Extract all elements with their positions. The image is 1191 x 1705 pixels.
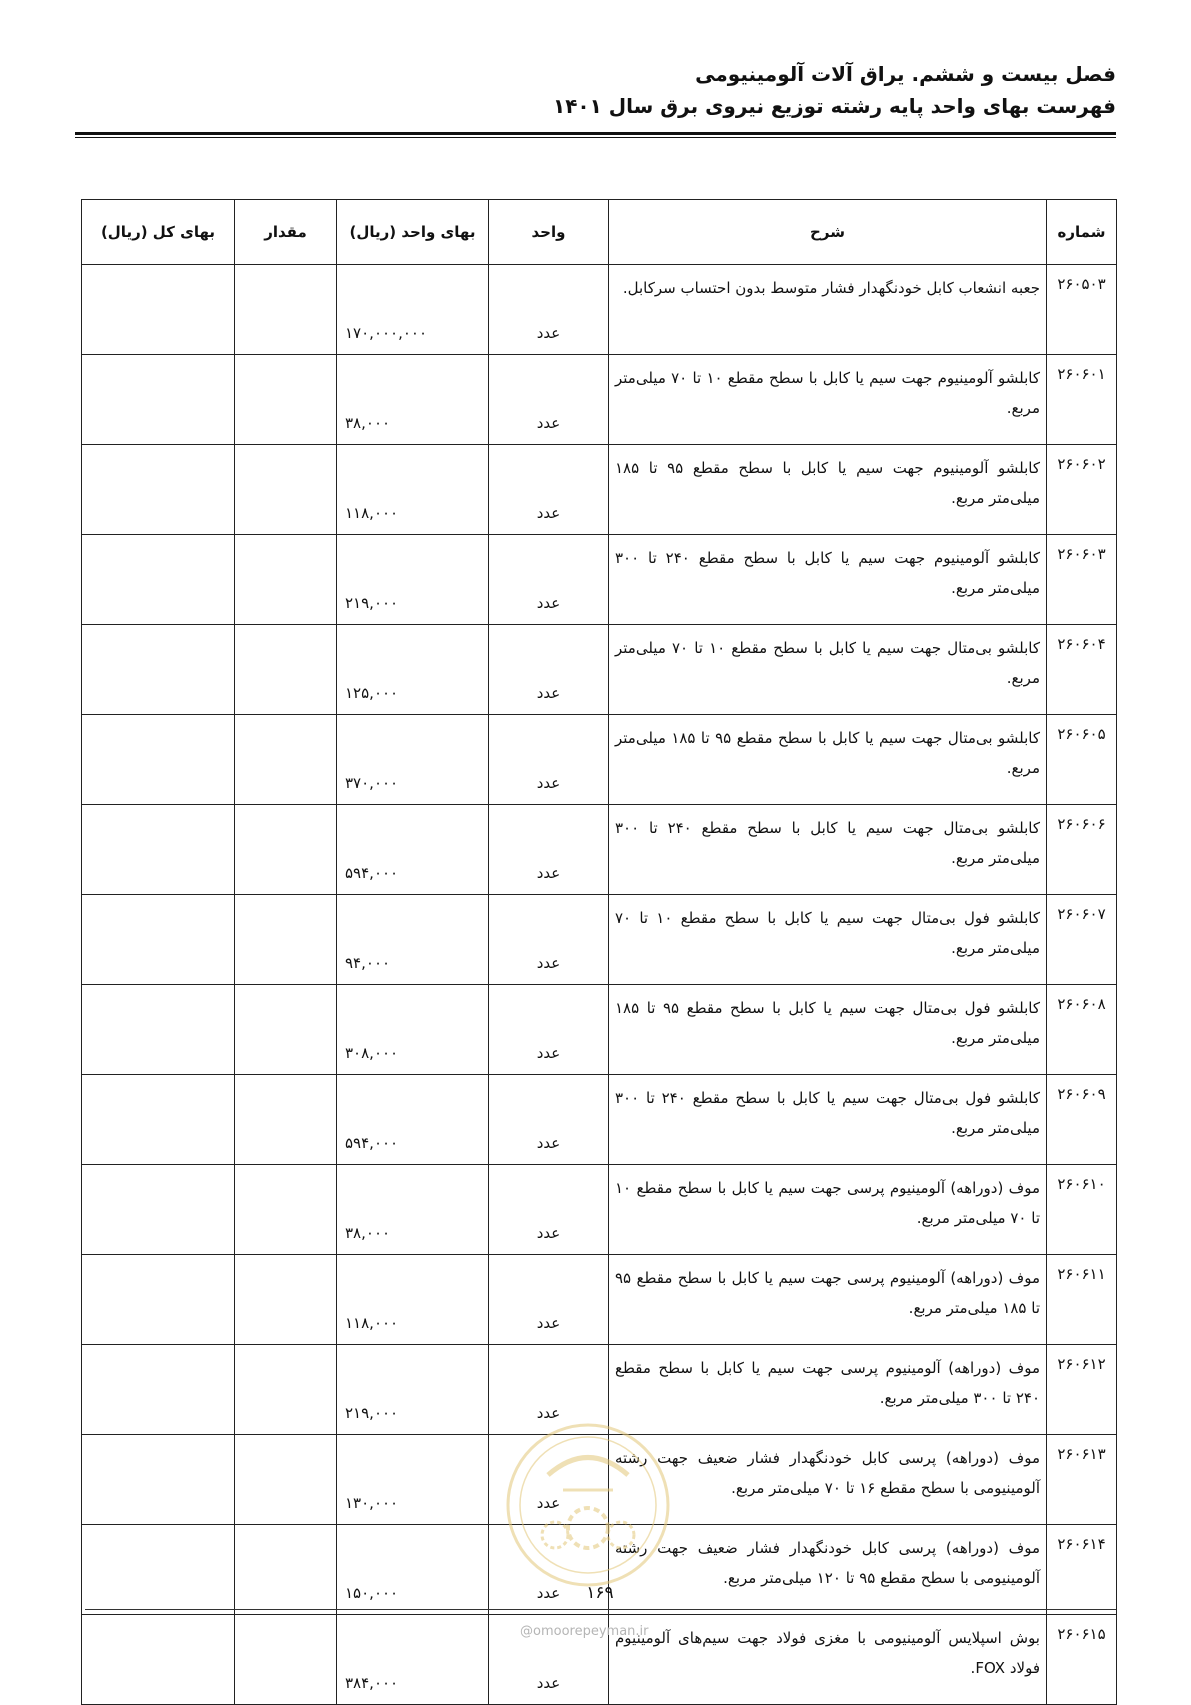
- item-quantity: [235, 985, 337, 1075]
- item-code: ۲۶۰۶۰۷: [1047, 895, 1117, 985]
- item-total: [82, 625, 235, 715]
- item-unit: عدد: [489, 895, 609, 985]
- chapter-title: فصل بیست و ششم. یراق آلات آلومینیومی: [695, 62, 1116, 86]
- item-unit: عدد: [489, 1075, 609, 1165]
- item-code: ۲۶۰۶۰۶: [1047, 805, 1117, 895]
- item-total: [82, 355, 235, 445]
- item-unit: عدد: [489, 1165, 609, 1255]
- site-url: @omoorepeyman.ir: [520, 1624, 649, 1639]
- item-code: ۲۶۰۶۰۴: [1047, 625, 1117, 715]
- item-description: بوش اسپلایس آلومینیومی با مغزی فولاد جهت سیم‌های آلومینیوم فولاد FOX.: [609, 1615, 1047, 1705]
- item-quantity: [235, 625, 337, 715]
- item-code: ۲۶۰۶۱۲: [1047, 1345, 1117, 1435]
- item-unit: عدد: [489, 445, 609, 535]
- item-unit-price: ۱۳۰,۰۰۰: [337, 1435, 489, 1525]
- item-unit-price: ۹۴,۰۰۰: [337, 895, 489, 985]
- item-quantity: [235, 1075, 337, 1165]
- item-description: کابلشو آلومینیوم جهت سیم یا کابل با سطح مقطع ۲۴۰ تا ۳۰۰ میلی‌متر مربع.: [609, 535, 1047, 625]
- item-code: ۲۶۰۶۱۴: [1047, 1525, 1117, 1615]
- item-description: کابلشو فول بی‌متال جهت سیم یا کابل با سطح مقطع ۱۰ تا ۷۰ میلی‌متر مربع.: [609, 895, 1047, 985]
- header-rule-thick: [75, 132, 1116, 135]
- item-total: [82, 445, 235, 535]
- col-header-unit-price: بهای واحد (ریال): [337, 200, 489, 265]
- item-code: ۲۶۰۶۰۳: [1047, 535, 1117, 625]
- item-unit: عدد: [489, 265, 609, 355]
- stamp-watermark-icon: [503, 1420, 673, 1590]
- item-total: [82, 1345, 235, 1435]
- item-total: [82, 265, 235, 355]
- item-description: جعبه انشعاب کابل خودنگهدار فشار متوسط بدون احتساب سرکابل.: [609, 265, 1047, 355]
- item-unit-price: ۱۵۰,۰۰۰: [337, 1525, 489, 1615]
- item-quantity: [235, 1255, 337, 1345]
- item-code: ۲۶۰۶۰۹: [1047, 1075, 1117, 1165]
- item-code: ۲۶۰۶۰۸: [1047, 985, 1117, 1075]
- item-description: کابلشو آلومینیوم جهت سیم یا کابل با سطح مقطع ۹۵ تا ۱۸۵ میلی‌متر مربع.: [609, 445, 1047, 535]
- table-row: [82, 265, 1117, 355]
- item-code: ۲۶۰۶۱۳: [1047, 1435, 1117, 1525]
- item-unit-price: ۱۱۸,۰۰۰: [337, 1255, 489, 1345]
- item-total: [82, 1435, 235, 1525]
- item-code: ۲۶۰۶۱۱: [1047, 1255, 1117, 1345]
- item-code: ۲۶۰۶۰۵: [1047, 715, 1117, 805]
- item-unit: عدد: [489, 625, 609, 715]
- table-row: [82, 805, 1117, 895]
- item-unit: عدد: [489, 1435, 609, 1525]
- table-row: [82, 1255, 1117, 1345]
- col-header-code: شماره: [1047, 200, 1117, 265]
- item-description: کابلشو بی‌متال جهت سیم یا کابل با سطح مقطع ۱۰ تا ۷۰ میلی‌متر مربع.: [609, 625, 1047, 715]
- item-description: موف (دوراهه) پرسی کابل خودنگهدار فشار ضعیف جهت رشته آلومینیومی با سطح مقطع ۱۶ تا ۷۰ میلی‌متر مربع.: [609, 1435, 1047, 1525]
- item-code: ۲۶۰۵۰۳: [1047, 265, 1117, 355]
- item-code: ۲۶۰۶۱۵: [1047, 1615, 1117, 1705]
- item-total: [82, 715, 235, 805]
- table-row: [82, 985, 1117, 1075]
- item-description: موف (دوراهه) آلومینیوم پرسی جهت سیم یا کابل با سطح مقطع ۹۵ تا ۱۸۵ میلی‌متر مربع.: [609, 1255, 1047, 1345]
- col-header-total-price: بهای کل (ریال): [82, 200, 235, 265]
- item-total: [82, 985, 235, 1075]
- item-description: کابلشو آلومینیوم جهت سیم یا کابل با سطح مقطع ۱۰ تا ۷۰ میلی‌متر مربع.: [609, 355, 1047, 445]
- col-header-unit: واحد: [489, 200, 609, 265]
- item-unit-price: ۳۰۸,۰۰۰: [337, 985, 489, 1075]
- item-description: موف (دوراهه) آلومینیوم پرسی جهت سیم یا کابل با سطح مقطع ۲۴۰ تا ۳۰۰ میلی‌متر مربع.: [609, 1345, 1047, 1435]
- item-total: [82, 1525, 235, 1615]
- table-row: [82, 1075, 1117, 1165]
- col-header-quantity: مقدار: [235, 200, 337, 265]
- item-quantity: [235, 805, 337, 895]
- item-description: موف (دوراهه) پرسی کابل خودنگهدار فشار ضعیف جهت رشته آلومینیومی با سطح مقطع ۹۵ تا ۱۲۰ میلی‌متر مربع.: [609, 1525, 1047, 1615]
- footer-rule: [85, 1609, 1116, 1610]
- item-total: [82, 1075, 235, 1165]
- table-row: [82, 355, 1117, 445]
- item-quantity: [235, 355, 337, 445]
- item-unit: عدد: [489, 1255, 609, 1345]
- item-total: [82, 1615, 235, 1705]
- item-unit-price: ۱۱۸,۰۰۰: [337, 445, 489, 535]
- item-quantity: [235, 715, 337, 805]
- item-unit-price: ۵۹۴,۰۰۰: [337, 805, 489, 895]
- item-description: کابلشو فول بی‌متال جهت سیم یا کابل با سطح مقطع ۹۵ تا ۱۸۵ میلی‌متر مربع.: [609, 985, 1047, 1075]
- item-unit: عدد: [489, 1345, 609, 1435]
- item-unit-price: ۲۱۹,۰۰۰: [337, 535, 489, 625]
- item-description: موف (دوراهه) آلومینیوم پرسی جهت سیم یا کابل با سطح مقطع ۱۰ تا ۷۰ میلی‌متر مربع.: [609, 1165, 1047, 1255]
- item-unit: عدد: [489, 355, 609, 445]
- item-description: کابلشو بی‌متال جهت سیم یا کابل با سطح مقطع ۹۵ تا ۱۸۵ میلی‌متر مربع.: [609, 715, 1047, 805]
- item-unit-price: ۳۸۴,۰۰۰: [337, 1615, 489, 1705]
- page-number: ۱۶۹: [586, 1583, 614, 1603]
- table-header-row: [82, 200, 1117, 265]
- item-unit-price: ۳۷۰,۰۰۰: [337, 715, 489, 805]
- item-unit: عدد: [489, 805, 609, 895]
- table-row: [82, 625, 1117, 715]
- header-rule-thin: [75, 137, 1116, 138]
- item-description: کابلشو بی‌متال جهت سیم یا کابل با سطح مقطع ۲۴۰ تا ۳۰۰ میلی‌متر مربع.: [609, 805, 1047, 895]
- item-unit-price: ۱۲۵,۰۰۰: [337, 625, 489, 715]
- item-description: کابلشو فول بی‌متال جهت سیم یا کابل با سطح مقطع ۲۴۰ تا ۳۰۰ میلی‌متر مربع.: [609, 1075, 1047, 1165]
- table-row: [82, 715, 1117, 805]
- item-unit: عدد: [489, 985, 609, 1075]
- list-title: فهرست بهای واحد پایه رشته توزیع نیروی برق سال ۱۴۰۱: [553, 94, 1116, 118]
- item-code: ۲۶۰۶۰۱: [1047, 355, 1117, 445]
- item-unit: عدد: [489, 1615, 609, 1705]
- item-quantity: [235, 1615, 337, 1705]
- item-code: ۲۶۰۶۱۰: [1047, 1165, 1117, 1255]
- item-total: [82, 895, 235, 985]
- item-quantity: [235, 535, 337, 625]
- item-total: [82, 805, 235, 895]
- page-header: [76, 58, 1116, 122]
- item-unit: عدد: [489, 715, 609, 805]
- item-quantity: [235, 895, 337, 985]
- item-quantity: [235, 265, 337, 355]
- item-unit-price: ۳۸,۰۰۰: [337, 355, 489, 445]
- table-row: [82, 895, 1117, 985]
- item-total: [82, 1255, 235, 1345]
- table-row: [82, 535, 1117, 625]
- item-quantity: [235, 1435, 337, 1525]
- item-quantity: [235, 1345, 337, 1435]
- item-quantity: [235, 1165, 337, 1255]
- item-unit-price: ۵۹۴,۰۰۰: [337, 1075, 489, 1165]
- item-unit: عدد: [489, 1525, 609, 1615]
- item-unit-price: ۲۱۹,۰۰۰: [337, 1345, 489, 1435]
- item-unit-price: ۳۸,۰۰۰: [337, 1165, 489, 1255]
- item-code: ۲۶۰۶۰۲: [1047, 445, 1117, 535]
- item-total: [82, 535, 235, 625]
- item-quantity: [235, 1525, 337, 1615]
- item-quantity: [235, 445, 337, 535]
- table-row: [82, 445, 1117, 535]
- item-unit-price: ۱۷۰,۰۰۰,۰۰۰: [337, 265, 489, 355]
- table-row: [82, 1165, 1117, 1255]
- item-total: [82, 1165, 235, 1255]
- item-unit: عدد: [489, 535, 609, 625]
- col-header-description: شرح: [609, 200, 1047, 265]
